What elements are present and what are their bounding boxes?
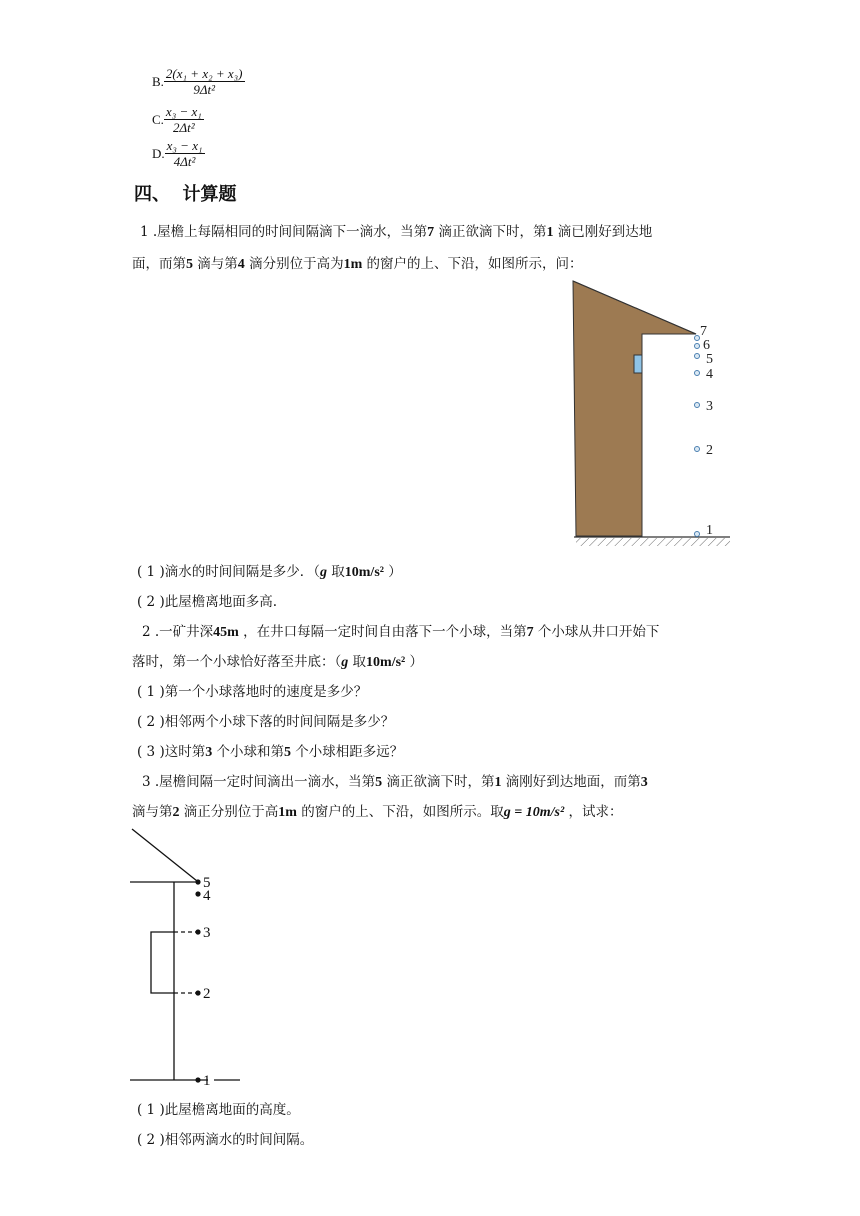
- fraction-denominator: 9Δt²: [193, 82, 216, 97]
- symbol: g: [319, 565, 327, 580]
- option-d: [152, 138, 205, 169]
- drop-3: [695, 403, 700, 408]
- drop-4: [695, 371, 700, 376]
- window-frame: [151, 932, 174, 993]
- q1-line1: [140, 222, 652, 243]
- text: ( 3 )这时第: [137, 744, 206, 760]
- window-icon: [634, 355, 642, 373]
- text: 取: [326, 564, 345, 580]
- label-1: 1: [706, 523, 713, 538]
- q1-sub1: [137, 562, 402, 583]
- number: 1m: [343, 257, 363, 272]
- option-fraction: [164, 66, 245, 97]
- q3-sub2: ( 2 )相邻两滴水的时间间隔。: [137, 1132, 314, 1148]
- drop-1: [695, 532, 700, 537]
- number: 45m: [213, 625, 239, 640]
- label-5: 5: [706, 352, 713, 367]
- roof-slope: [132, 829, 197, 881]
- section-title: 计算题: [182, 184, 237, 205]
- text: ，试求：: [564, 804, 623, 820]
- label-3: 3: [203, 925, 211, 941]
- text: 的窗户的上、下沿，如图所示。取: [296, 804, 504, 820]
- building-wall: [573, 281, 696, 536]
- text: 面，而第: [132, 256, 186, 272]
- label-4: 4: [203, 888, 211, 904]
- text: 滴已刚好到达地: [553, 224, 653, 240]
- text: 滴正欲滴下时，第: [434, 224, 547, 240]
- label-3: 3: [706, 399, 713, 414]
- q2-line1: [142, 622, 659, 643]
- text: ，在井口每隔一定时间自由落下一个小球，当第: [238, 624, 527, 640]
- text: 2 .一矿井深: [142, 624, 214, 640]
- option-b: [152, 66, 245, 97]
- option-fraction: [164, 104, 204, 135]
- q3-sub1: ( 1 )此屋檐离地面的高度。: [137, 1102, 300, 1118]
- section-heading: [134, 180, 237, 206]
- label-1: 1: [203, 1073, 211, 1088]
- text: 滴刚好到达地面，而第: [501, 774, 641, 790]
- option-letter: B.: [152, 74, 164, 89]
- q2-sub3: [137, 742, 403, 763]
- drop-5: [195, 879, 200, 884]
- number: 5: [186, 257, 193, 272]
- fraction-denominator: 4Δt²: [173, 154, 196, 169]
- value: 10m/s²: [366, 655, 406, 670]
- q1-figure: [560, 278, 740, 550]
- q3-figure: [126, 826, 250, 1088]
- drop-7: [695, 336, 700, 341]
- drop-2: [695, 447, 700, 452]
- option-letter: C.: [152, 112, 164, 127]
- text: 滴正欲滴下时，第: [382, 774, 495, 790]
- number: 1m: [278, 805, 297, 820]
- text: 滴与第: [132, 804, 173, 820]
- q1-sub2: ( 2 )此屋檐离地面多高.: [137, 594, 277, 610]
- ground-hatch: [576, 538, 730, 546]
- symbol: g: [341, 655, 349, 670]
- text: 个小球相距多远？: [291, 744, 404, 760]
- text: 滴正分别位于高: [179, 804, 279, 820]
- text: 个小球从井口开始下: [533, 624, 660, 640]
- label-2: 2: [203, 986, 211, 1002]
- fraction-numerator: 2(x₁ + x₂ + x₃): [165, 66, 243, 81]
- label-7: 7: [700, 324, 707, 339]
- q3-line2: [132, 802, 622, 823]
- label-2: 2: [706, 443, 713, 458]
- fraction-denominator: 2Δt²: [173, 120, 195, 135]
- text: ）: [405, 654, 424, 670]
- drop-2: [195, 990, 200, 995]
- label-6: 6: [703, 338, 710, 353]
- text: ( 1 )滴水的时间间隔是多少．（: [137, 564, 320, 580]
- text: 的窗户的上、下沿，如图所示，问：: [362, 256, 583, 272]
- drop-6: [695, 344, 700, 349]
- label-4: 4: [706, 367, 713, 382]
- q3-line1: [142, 772, 648, 793]
- text: ）: [383, 564, 402, 580]
- number: 2: [172, 805, 180, 820]
- number: 3: [640, 775, 648, 790]
- option-fraction: [165, 138, 205, 169]
- q2-sub2: ( 2 )相邻两个小球下落的时间间隔是多少？: [137, 714, 395, 730]
- text: 取: [348, 654, 367, 670]
- drop-4: [195, 891, 200, 896]
- q2-sub1: ( 1 )第一个小球落地时的速度是多少？: [137, 684, 368, 700]
- text: 落时，第一个小球恰好落至井底：（: [132, 654, 342, 670]
- number: 7: [526, 625, 534, 640]
- text: 3 .屋檐间隔一定时间滴出一滴水，当第: [142, 774, 376, 790]
- fraction-numerator: x₃ − x₁: [166, 138, 203, 153]
- number: 5: [284, 745, 292, 760]
- text: 滴与第: [193, 256, 238, 272]
- number: 3: [205, 745, 213, 760]
- q1-line2: [132, 254, 583, 275]
- drop-3: [195, 929, 200, 934]
- number: 5: [375, 775, 383, 790]
- text: 1 .屋檐上每隔相同的时间间隔滴下一滴水，当第: [140, 224, 428, 240]
- text: 个小球和第: [212, 744, 285, 760]
- formula: g = 10m/s²: [503, 805, 565, 820]
- option-c: [152, 104, 204, 135]
- drop-1: [195, 1077, 200, 1082]
- number: 7: [427, 225, 435, 240]
- number: 4: [237, 257, 245, 272]
- q2-line2: [132, 652, 423, 673]
- option-letter: D.: [152, 146, 165, 161]
- number: 1: [494, 775, 502, 790]
- text: 滴分别位于高为: [244, 256, 344, 272]
- number: 1: [546, 225, 554, 240]
- fraction-numerator: x₃ − x₁: [165, 104, 202, 119]
- label-5: 5: [203, 875, 211, 891]
- value: 10m/s²: [344, 565, 384, 580]
- section-number: 四、: [134, 184, 170, 205]
- drop-5: [695, 354, 700, 359]
